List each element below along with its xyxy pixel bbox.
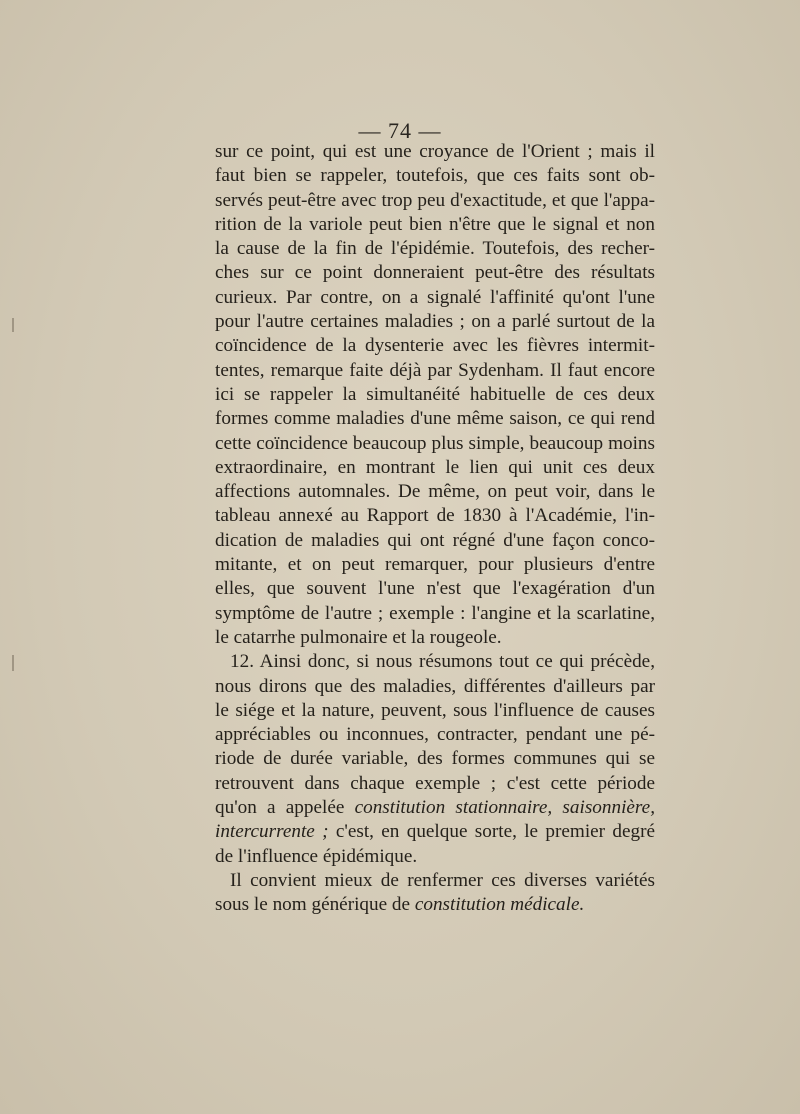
italic-term: constitution stationnaire, saisonnière, bbox=[354, 797, 655, 819]
text-line: riode de durée variable, des formes communes qui se bbox=[215, 748, 655, 770]
text-line: cette coïncidence beaucoup plus simple, beaucoup moins bbox=[215, 432, 655, 454]
text-line: servés peut-être avec trop peu d'exactitude, et que l'appa- bbox=[215, 189, 655, 211]
text-line bbox=[215, 820, 655, 844]
italic-term: intercurrente ; bbox=[215, 821, 329, 843]
body-text bbox=[215, 140, 655, 918]
text-segment: sous le nom générique de bbox=[215, 894, 411, 916]
text-line: 12. Ainsi donc, si nous résumons tout ce qui précède, bbox=[230, 651, 655, 673]
text-line: appréciables ou inconnues, contracter, pendant une pé- bbox=[215, 724, 655, 746]
paragraph bbox=[215, 140, 655, 650]
text-line: Il convient mieux de renfermer ces diverses variétés bbox=[230, 869, 655, 891]
text-line: de l'influence épidémique. bbox=[215, 845, 418, 867]
text-line: coïncidence de la dysenterie avec les fièvres intermit- bbox=[215, 335, 655, 357]
text-line: la cause de la fin de l'épidémie. Toutefois, des recher- bbox=[215, 238, 655, 260]
text-segment: qu'on a appelée bbox=[215, 797, 345, 819]
text-line: ici se rappeler la simultanéité habituelle de ces deux bbox=[215, 383, 655, 405]
text-line bbox=[215, 893, 655, 917]
text-line: faut bien se rappeler, toutefois, que ces faits sont ob- bbox=[215, 165, 655, 187]
text-line: formes comme maladies d'une même saison, ce qui rend bbox=[215, 408, 655, 430]
text-line: symptôme de l'autre ; exemple : l'angine et la scarlatine, bbox=[215, 602, 655, 624]
text-line: pour l'autre certaines maladies ; on a parlé surtout de la bbox=[215, 311, 655, 333]
text-segment: c'est, en quelque sorte, le premier degré bbox=[335, 821, 655, 843]
text-line: sur ce point, qui est une croyance de l'Orient ; mais il bbox=[215, 141, 655, 162]
italic-term: constitution médicale. bbox=[414, 894, 585, 916]
text-line: tableau annexé au Rapport de 1830 à l'Académie, l'in- bbox=[215, 505, 655, 527]
text-line: le catarrhe pulmonaire et la rougeole. bbox=[215, 626, 502, 648]
margin-scratch bbox=[12, 655, 14, 671]
text-line: curieux. Par contre, on a signalé l'affinité qu'ont l'une bbox=[215, 286, 655, 308]
paragraph bbox=[215, 650, 655, 869]
text-line: extraordinaire, en montrant le lien qui unit ces deux bbox=[215, 456, 655, 478]
text-line bbox=[215, 796, 655, 820]
text-line: retrouvent dans chaque exemple ; c'est cette période bbox=[215, 772, 655, 794]
text-line: dication de maladies qui ont régné d'une façon conco- bbox=[215, 529, 655, 551]
page-number: — 74 — bbox=[358, 118, 442, 143]
text-line: ches sur ce point donneraient peut-être des résultats bbox=[215, 262, 655, 284]
paragraph bbox=[215, 869, 655, 918]
margin-scratch bbox=[12, 318, 14, 332]
text-line: affections automnales. De même, on peut voir, dans le bbox=[215, 481, 655, 503]
text-line: rition de la variole peut bien n'être que le signal et non bbox=[215, 213, 655, 235]
text-line: tentes, remarque faite déjà par Sydenham. Il faut encore bbox=[215, 359, 655, 381]
text-line: mitante, et on peut remarquer, pour plusieurs d'entre bbox=[215, 554, 655, 576]
text-line: nous dirons que des maladies, différentes d'ailleurs par bbox=[215, 675, 655, 697]
text-line: elles, que souvent l'une n'est que l'exagération d'un bbox=[215, 578, 655, 600]
text-line: le siége et la nature, peuvent, sous l'influence de causes bbox=[215, 699, 655, 721]
